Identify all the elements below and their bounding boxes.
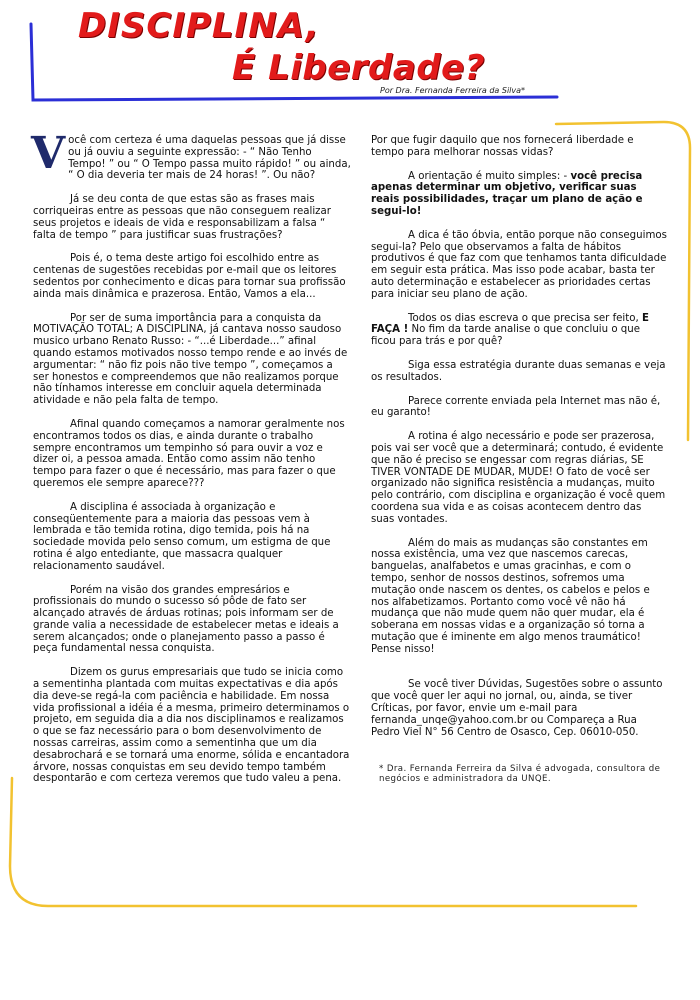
orientation-lead: A orientação é muito simples: - <box>408 170 571 182</box>
paragraph-1 <box>31 128 351 182</box>
paragraph-13: Siga essa estratégia durante duas semanas e veja os resultados. <box>371 359 666 383</box>
author-footnote: * Dra. Fernanda Ferreira da Silva é advogada, consultora de negócios e administradora da UNQE. <box>379 764 661 785</box>
paragraph-15: A rotina é algo necessário e pode ser prazerosa, pois vai ser você que a determinará; contudo, é evidente que não é preciso se engessar com regras diárias, SE TIVER VONTADE DE MUDAR, MUDE! O fato de você ser organizado não significa resistência a mudanças, muito pelo contrário, com disciplina e organização é você quem coordena sua vida e as coisas acontecem dentro das suas vontades. <box>371 431 666 525</box>
paragraph-7: Porém na visão dos grandes empresários e profissionais do mundo o sucesso só pôde de fato ser alcançado através de árduas rotinas; pois informam ser de grande valia a necessidade de estabelecer metas e ideais a serem alcançados; onde o planejamento passo a passo é peça fundamental nessa conquista. <box>33 584 339 655</box>
orientation-bold: você precisa apenas determinar um objetivo, verificar suas reais possibilidades, traçar um plano de ação e segui-lo! <box>371 170 643 217</box>
title-line-1: DISCIPLINA, <box>78 6 320 46</box>
paragraph-6: A disciplina é associada à organização e conseqüentemente para a maioria das pessoas vem à lembrada e tão temida rotina, digo temida, pois há na sociedade movida pelo senso comum, um estigma de que rotina é algo entediante, que massacra qualquer relacionamento saudável. <box>33 501 331 572</box>
paragraph-10 <box>371 171 667 218</box>
daily-bold: E FAÇA ! <box>371 312 649 336</box>
drop-cap: V <box>31 128 66 179</box>
paragraph-1-text: ocê com certeza é uma daquelas pessoas que já disse ou já ouviu a seguinte expressão: - “ Não Tenho Tempo! ” ou “ O Tempo passa muito rápido! ” ou ainda, “ O dia deveria ter mais de 24 horas! ”. Ou não? <box>68 135 351 182</box>
title-line-2: É Liberdade? <box>232 48 485 88</box>
daily-lead: Todos os dias escreva o que precisa ser feito, <box>408 312 642 324</box>
paragraph-16: Além do mais as mudanças são constantes em nossa existência, uma vez que nascemos carecas, banguelas, analfabetos e umas gracinhas, e com o tempo, senhor de nossos destinos, sofremos uma mutação onde nascem os dentes, os cabelos e pelos e nos alfabetizamos. Portanto como você vê não há mudança que não mude quem não quer mudar, ela é soberana em nossas vidas e a organização só torna a mutação que é iminente em algo menos traumático! Pense nisso! <box>371 537 650 655</box>
left-column <box>31 128 351 797</box>
paragraph-4: Por ser de suma importância para a conquista da MOTIVAÇÃO TOTAL; A DISCIPLINA, já cantava nosso saudoso musico urbano Renato Russo: - “...é Liberdade...” afinal quando estamos motivados nosso tempo rende e ao invés de argumentar: “ não fiz pois não tive tempo ”, começamos a ser honestos e compreendemos que não realizamos porque não tínhamos interesse em concluir aquela determinada atividade e não pela falta de tempo. <box>33 312 348 407</box>
paragraph-12 <box>371 313 667 348</box>
byline: Por Dra. Fernanda Ferreira da Silva* <box>380 86 526 95</box>
right-column <box>371 135 667 784</box>
paragraph-3: Pois é, o tema deste artigo foi escolhido entre as centenas de sugestões recebidas por e-mail que os leitores sedentos por conhecimento e dicas para tornar sua profissão ainda mais dinâmica e prazerosa. Então, Vamos a ela... <box>33 253 346 300</box>
paragraph-14: Parece corrente enviada pela Internet mas não é, eu garanto! <box>371 395 661 419</box>
daily-tail: No fim da tarde analise o que concluiu o que ficou para trás e por quê? <box>371 324 640 348</box>
contact-paragraph: Se você tiver Dúvidas, Sugestões sobre o assunto que você quer ler aqui no jornal, ou, ainda, se tiver Críticas, por favor, envie um e-mail para fernanda_unqe@yahoo.com.br ou Compareça a Rua Pedro Viel N° 56 Centro de Osasco, Cep. 06010-050. <box>371 679 663 738</box>
paragraph-9: Por que fugir daquilo que nos fornecerá liberdade e tempo para melhorar nossas vidas? <box>371 135 634 158</box>
paragraph-11: A dica é tão óbvia, então porque não conseguimos segui-la? Pelo que observamos a falta de hábitos produtivos é que faz com que tenhamos tanta dificuldade em seguir esta prática. Mas isso pode acabar, basta ter auto determinação e estabelecer as prioridades certas para iniciar seu plano de ação. <box>371 229 667 300</box>
paragraph-5: Afinal quando começamos a namorar geralmente nos encontramos todos os dias, e ainda durante o trabalho sempre encontramos um tempinho só para ouvir a voz e dizer oi, a pessoa amada. Então como assim não tenho tempo para fazer o que é necessário, mas para fazer o que queremos ele sempre aparece??? <box>33 418 345 489</box>
paragraph-8: Dizem os gurus empresariais que tudo se inicia como a sementinha plantada com muitas expectativas e dia após dia deve-se regá-la com paciência e habilidade. Em nossa vida profissional a idéia é a mesma, primeiro determinamos o projeto, em seguida dia a dia nos disciplinamos e realizamos o que se faz necessário para o bom desenvolvimento de nossas carreiras, assim como a sementinha que um dia desabrochará e se tornará uma enorme, sólida e encantadora árvore, nossas conquistas em seu devido tempo também despontarão e com certeza veremos que tudo valeu a pena. <box>33 667 350 785</box>
paragraph-2: Já se deu conta de que estas são as frases mais corriqueiras entre as pessoas que não conseguem realizar seus projetos e ideais de vida e responsabilizam a falsa “ falta de tempo ” para justificar suas frustrações? <box>33 194 331 241</box>
